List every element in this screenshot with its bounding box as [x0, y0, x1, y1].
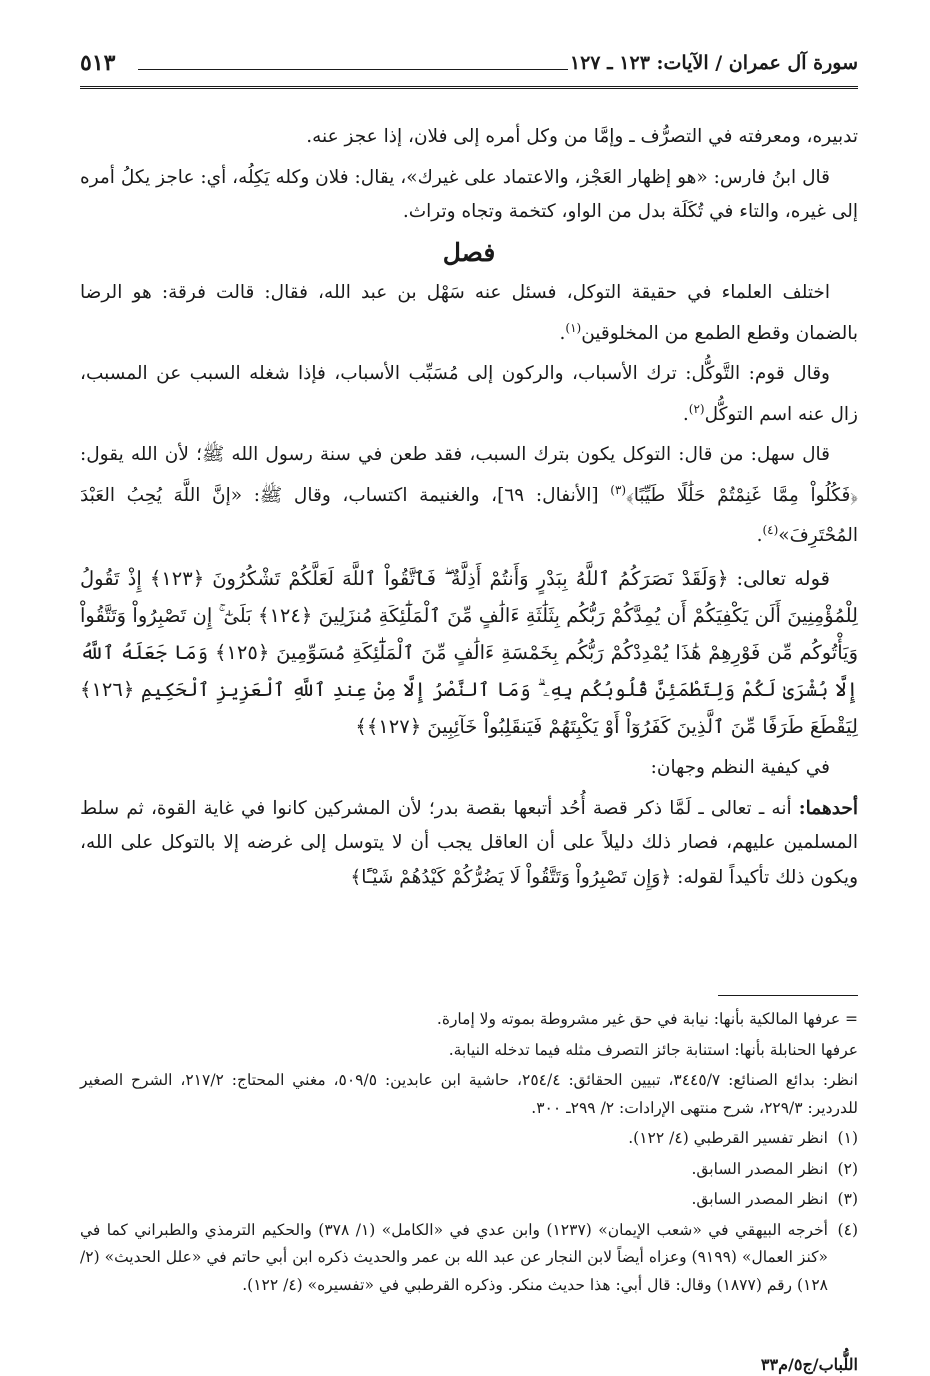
footnote-ref-2: (٢): [688, 401, 705, 416]
paragraph-2: قال ابنُ فارس: «هو إظهار العَجْز، والاعتماد على غيرك»، يقال: فلان وكله يَكِلُه، أي: عاجز يكلُ أمره إلى غيره، والتاء في تُكَلَة بدل من الواو، كتخمة وتجاه وتراث.: [80, 166, 858, 222]
footnote-rule: [718, 995, 858, 996]
page: [80, 40, 858, 1374]
footnote-4-mark: (٤): [837, 1220, 858, 1239]
footnote-1-text: انظر تفسير القرطبي (٤/ ١٢٢).: [628, 1129, 828, 1147]
footnote-2: [80, 1156, 858, 1184]
paragraph-6: في كيفية النظم وجهان:: [650, 757, 830, 779]
footnote-ref-4: (٤): [762, 523, 779, 538]
section-title: فصل: [442, 237, 496, 267]
footnote-3: [80, 1186, 858, 1214]
paragraph-7-lead: أحدهما:: [798, 797, 858, 819]
paragraph-7: [80, 792, 858, 896]
page-number: ٥١٣: [80, 50, 116, 76]
footnote-4: [80, 1217, 858, 1300]
footnote-4-text: أخرجه البيهقي في «شعب الإيمان» (١٢٣٧) وابن عدي في «الكامل» (١/ ٣٧٨) والحكيم الترمذي والطبراني كما في «كنز العمال» (٩١٩٩) وعزاه أيضاً لابن النجار عن عبد الله بن عمر والحديث ذكره ابن أبي حاتم في «علل الحديث» (٢/ ١٢٨) رقم (١٨٧٧) وقال: قال أبي: هذا حديث منكر. وذكره القرطبي في «تفسيره» (٤/ ١٢٢).: [80, 1220, 828, 1294]
footnote-1: [80, 1125, 858, 1153]
footnote-2-text: انظر المصدر السابق.: [691, 1159, 828, 1178]
footnote-1-mark: (١): [837, 1129, 858, 1147]
paragraph-4-end: .: [682, 403, 689, 425]
footnotes: [80, 995, 858, 1302]
footnote-2-mark: (٢): [837, 1159, 858, 1178]
paragraph-3-text: اختلف العلماء في حقيقة التوكل، فسئل عنه سَهْل بن عبد الله، فقال: قالت فرقة: هو الرضا بالضمان وقطع الطمع من المخلوقين: [80, 282, 858, 344]
footnote-continuation-2: عرفها الحنابلة بأنها: استنابة جائز التصرف مثله فيما تدخله النيابة.: [448, 1040, 858, 1059]
footnote-ref-3: (٣): [610, 482, 627, 497]
paragraph-1: تدبيره، ومعرفته في التصرُّف ـ وإمَّا من وكل أمره إلى فلان، إذا عجز عنه.: [306, 126, 858, 147]
quran-verses: قوله تعالى: ﴿وَلَقَدْ نَصَرَكُمُ ٱللَّهُ بِبَدْرٍ وَأَنتُمْ أَذِلَّةٌ ۖ فَٱتَّقُواْ ٱللَّهَ لَعَلَّكُمْ تَشْكُرُونَ ﴿١٢٣﴾ إِذْ تَقُولُ لِلْمُؤْمِنِينَ أَلَن يَكْفِيَكُمْ أَن يُمِدَّكُمْ رَبُّكُم بِثَلَٰثَةِ ءَالَٰفٍ مِّنَ ٱلْمَلَٰٓئِكَةِ مُنزَلِينَ ﴿١٢٤﴾ بَلَىٰٓ ۚ إِن تَصْبِرُواْ وَتَتَّقُواْ وَيَأْتُوكُم مِّن فَوْرِهِمْ هَٰذَا يُمْدِدْكُمْ رَبُّكُم بِخَمْسَةِ ءَالَٰفٍ مِّنَ ٱلْمَلَٰٓئِكَةِ مُسَوِّمِينَ ﴿١٢٥﴾ وَمَا جَعَلَهُ ٱللَّهُ إِلَّا بُشْرَىٰ لَكُمْ وَلِتَطْمَئِنَّ قُلُوبُكُم بِهِۦ ۗ وَمَا ٱلنَّصْرُ إِلَّا مِنْ عِندِ ٱللَّهِ ٱلْعَزِيزِ ٱلْحَكِيمِ ﴿١٢٦﴾ لِيَقْطَعَ طَرَفًا مِّنَ ٱلَّذِينَ كَفَرُوٓاْ أَوْ يَكْبِتَهُمْ فَيَنقَلِبُواْ خَآئِبِينَ ﴿١٢٧﴾﴾: [80, 567, 858, 739]
footnote-continuation-3: انظر: بدائع الصنائع: ٣٤٤٥/٧، تبيين الحقائق: ٢٥٤/٤، حاشية ابن عابدين: ٥٠٩/٥، مغني المحتاج: ٢١٧/٢، الشرح الصغير للدردير: ٢٢٩/٣، شرح منتهى الإرادات: ٢/ ٢٩٩ـ ٣٠٠.: [80, 1071, 858, 1117]
footnote-3-mark: (٣): [837, 1190, 858, 1208]
paragraph-3: [80, 276, 858, 351]
footnote-continuation-1: = عرفها المالكية بأنها: نيابة في حق غير مشروطة بموته ولا إمارة.: [436, 1010, 858, 1028]
paragraph-3-end: .: [559, 322, 566, 344]
paragraph-5-text: قال سهل: من قال: التوكل يكون بترك السبب، فقد طعن في سنة رسول الله ﷺ؛ لأن الله يقول: ﴿فَكُلُواْ مِمَّا غَنِمْتُمْ حَلَٰلًا طَيِّبًا﴾: [80, 444, 858, 506]
paragraph-5-end: .: [756, 525, 763, 547]
footnote-ref-1: (١): [565, 320, 582, 335]
page-header: [80, 40, 858, 86]
footnote-3-text: انظر المصدر السابق.: [691, 1190, 828, 1208]
paragraph-4-text: وقال قوم: التَّوكُّل: ترك الأسباب، والركون إلى مُسَبِّب الأسباب، فإذا شغله السبب عن المسبب، زال عنه اسم التوكُّل: [80, 363, 858, 425]
paragraph-4: [80, 357, 858, 432]
signature-mark: اللُّباب/ج٥/م٣٣: [760, 1355, 858, 1374]
header-rule: [138, 69, 568, 70]
paragraph-5: [80, 438, 858, 554]
header-double-rule: [80, 86, 858, 91]
paragraph-7-text: أنه ـ تعالى ـ لَمَّا ذكر قصة أُحُد أتبعها بقصة بدر؛ لأن المشركين كانوا في غاية القوة، ثم سلط المسلمين عليهم، فصار ذلك دليلاً على أن العاقل يجب أن لا يتوسل إلى غرضه إلا بالتوكل على الله، ويكون ذلك تأكيداً لقوله: ﴿وَإِن تَصْبِرُواْ وَتَتَّقُواْ لَا يَضُرُّكُمْ كَيْدُهُمْ شَيْـًٔا﴾: [80, 797, 858, 888]
main-text: [80, 120, 858, 901]
page-title: سورة آل عمران / الآيات: ١٢٣ ـ ١٢٧: [569, 52, 858, 74]
paragraph-5-mid: [الأنفال: ٦٩]، والغنيمة اكتساب، وقال ﷺ: «إنَّ اللَّهَ يُحِبُ العَبْدَ المُحْتَرِفَ»: [80, 484, 858, 547]
